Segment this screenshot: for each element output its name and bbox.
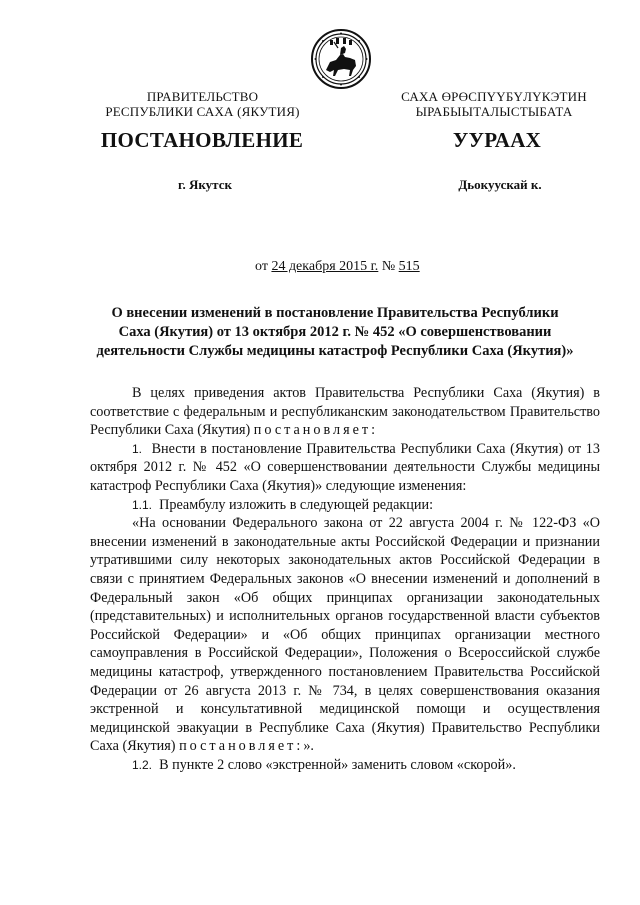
document-title-line2: Саха (Якутия) от 13 октября 2012 г. № 452 «О совершенствовании (118, 324, 552, 340)
new-preamble-resolves-word: постановляет: (179, 738, 304, 755)
document-date-number (255, 259, 420, 275)
item-1-2-text: В пункте 2 слово «экстренной» заменить словом «скорой». (159, 756, 516, 773)
resolves-word: постановляет: (253, 422, 379, 439)
new-preamble-text: «На основании Федерального закона от 22 августа 2004 г. № 122-ФЗ «О внесении изменений в законодательные акты Российской Федерации и признании утратившими силу некоторых законодательных актов Российской Федерации в связи с принятием Федеральных законов «О внесении изменений и дополнений в Федеральный закон «Об общих принципах организации законодательных (представительных) и исполнительных органов государственной власти субъектов Российской Федерации» и «Об общих принципах организации местного самоуправления в Российской Федерации», Положения о Всероссийской службе медицины катастроф, утвержденного постановлением Правительства Российской Федерации от 26 августа 2013 г. № 734, в целях совершенствования оказания экстренной и консультативной медицинской помощи и осуществления медицинской эвакуации в Республике Саха (Якутия) Правительство Республики Саха (Якутия) (90, 515, 600, 755)
date-prefix: от (255, 259, 272, 274)
item-1-1-text: Преамбулу изложить в следующей редакции: (159, 496, 434, 513)
document-title-line1: О внесении изменений в постановление Правительства Республики (111, 305, 559, 321)
city-yakut: Дьокуускай к. (458, 177, 542, 192)
item-1-2-number: 1.2. (132, 757, 153, 772)
document-type-russian: ПОСТАНОВЛЕНИЕ (100, 128, 304, 152)
header-left-line2: РЕСПУБЛИКИ САХА (ЯКУТИЯ) (105, 104, 300, 119)
paragraph-item-1 (90, 440, 600, 496)
document-body (90, 384, 600, 774)
city-russian: г. Якутск (178, 177, 232, 192)
item-1-1-number: 1.1. (132, 497, 153, 512)
new-preamble-end: ». (303, 738, 314, 755)
item-1-number: 1. (132, 441, 143, 456)
preamble-text: В целях приведения актов Правительства Республики Саха (Якутия) в соответствие с федеральным и республиканским законодательством Правительство Республики Саха (Якутия) (90, 385, 600, 439)
paragraph-new-preamble (90, 514, 600, 756)
document-title (70, 304, 600, 361)
paragraph-preamble (90, 384, 600, 440)
header-left-line1: ПРАВИТЕЛЬСТВО (146, 89, 259, 104)
paragraph-item-1-2 (90, 756, 600, 775)
number-prefix: № (378, 259, 399, 274)
document-title-line3: деятельности Службы медицины катастроф Республики Саха (Якутия)» (96, 343, 574, 359)
document-date: 24 декабря 2015 г. (271, 259, 379, 274)
coat-of-arms-emblem (310, 28, 372, 90)
header-right-line1: САХА ӨРӨСПҮҮБҮЛҮКЭТИН (401, 89, 587, 104)
document-number: 515 (398, 259, 420, 274)
paragraph-item-1-1 (90, 496, 600, 515)
government-header-yakut (399, 89, 589, 119)
item-1-text: Внести в постановление Правительства Республики Саха (Якутия) от 13 октября 2012 г. № 452 «О совершенствовании деятельности Службы медицины катастроф Республики Саха (Якутия)» следующие изменения: (90, 440, 600, 494)
government-header-russian (100, 89, 305, 119)
document-type-yakut: УУРААХ (452, 128, 542, 152)
header-right-line2: ЫРАБЫЫТАЛЫСТЫБАТА (415, 104, 573, 119)
